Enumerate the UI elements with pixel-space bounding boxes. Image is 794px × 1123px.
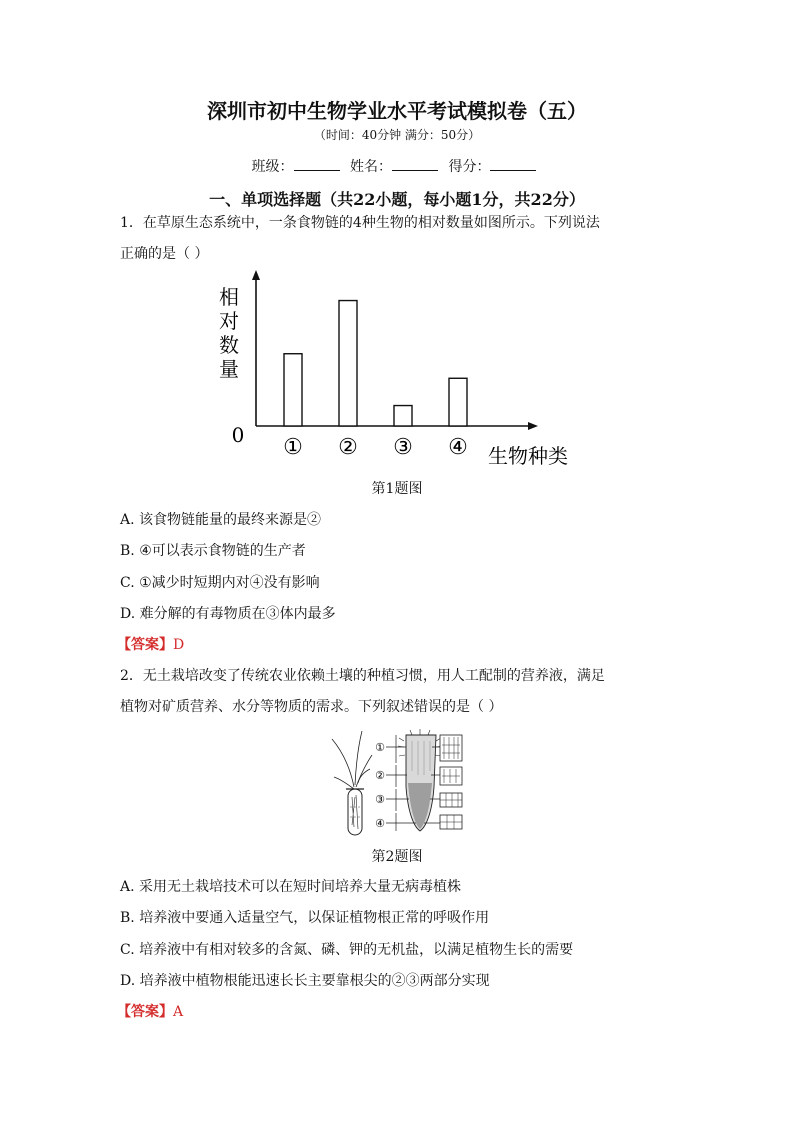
name-blank[interactable] <box>392 156 438 171</box>
chart-ylabel <box>219 285 239 381</box>
class-blank[interactable] <box>294 156 340 171</box>
bar-3 <box>394 406 412 426</box>
q2-option-d[interactable]: D. 培养液中植物根能迅速长长主要靠根尖的②③两部分实现 <box>120 973 490 989</box>
x-tick-label-4: ④ <box>448 435 468 460</box>
diagram-label-3: ③ <box>375 793 385 806</box>
page-title: 深圳市初中生物学业水平考试模拟卷（五） <box>207 99 587 123</box>
bar-4 <box>449 378 467 426</box>
q1-answer <box>117 634 184 654</box>
score-blank[interactable] <box>490 156 536 171</box>
q1-option-a[interactable]: A. 该食物链能量的最终来源是② <box>120 512 322 528</box>
q2-option-c[interactable]: C. 培养液中有相对较多的含氮、磷、钾的无机盐，以满足植物生长的需要 <box>120 942 574 958</box>
x-tick-label-1: ① <box>283 435 303 460</box>
x-axis-arrow <box>528 422 538 430</box>
cell-detail-boxes <box>440 735 462 829</box>
question-2-line-1: 2．无土栽培改变了传统农业依赖土壤的种植习惯，用人工配制的营养液，满足 <box>120 668 605 684</box>
q2-answer <box>117 1001 183 1021</box>
section-title: 一、单项选择题（共22小题，每小题1分，共22分） <box>209 190 585 209</box>
x-tick-label-2: ② <box>338 435 358 460</box>
y-axis-arrow <box>252 270 260 280</box>
exam-subtitle: （时间：40分钟 满分：50分） <box>313 128 481 142</box>
student-info-line <box>0 156 794 176</box>
question-1-line-2: 正确的是（ ） <box>120 246 209 262</box>
q2-answer-bracket: 【答案】 <box>117 1004 173 1020</box>
root-tip <box>398 729 442 831</box>
diagram-label-2: ② <box>375 769 385 782</box>
class-label: 班级： <box>251 159 294 175</box>
diagram-label-4: ④ <box>375 817 385 830</box>
bar-1 <box>284 354 302 426</box>
figure-2-caption: 第2题图 <box>371 849 423 865</box>
bar-chart <box>200 268 590 473</box>
chart-xlabel: 生物种类 <box>488 444 568 468</box>
q2-option-b[interactable]: B. 培养液中要通入适量空气，以保证植物根正常的呼吸作用 <box>120 910 490 926</box>
q1-answer-bracket: 【答案】 <box>117 637 173 653</box>
root-tip-diagram <box>328 727 468 839</box>
q1-answer-letter: D <box>173 637 185 653</box>
q2-answer-letter: A <box>173 1004 184 1020</box>
chart-origin-label: 0 <box>231 423 245 447</box>
question-1-line-1: 1．在草原生态系统中，一条食物链的4种生物的相对数量如图所示。下列说法 <box>120 215 600 231</box>
diagram-label-1: ① <box>375 741 385 754</box>
bar-2 <box>339 301 357 426</box>
q1-option-c[interactable]: C. ①减少时短期内对④没有影响 <box>120 575 320 591</box>
x-tick-label-3: ③ <box>393 435 413 460</box>
q1-option-d[interactable]: D. 难分解的有毒物质在③体内最多 <box>120 606 336 622</box>
plant-in-test-tube <box>332 731 372 835</box>
q2-option-a[interactable]: A. 采用无土栽培技术可以在短时间培养大量无病毒植株 <box>120 879 462 895</box>
question-2-line-2: 植物对矿质营养、水分等物质的需求。下列叙述错误的是（ ） <box>120 699 503 715</box>
figure-1-caption: 第1题图 <box>371 481 423 497</box>
chart-ylabel-text: 相对数量 <box>219 285 239 381</box>
name-label: 姓名： <box>350 159 392 175</box>
q1-option-b[interactable]: B. ④可以表示食物链的生产者 <box>120 543 306 559</box>
score-label: 得分： <box>448 159 491 175</box>
